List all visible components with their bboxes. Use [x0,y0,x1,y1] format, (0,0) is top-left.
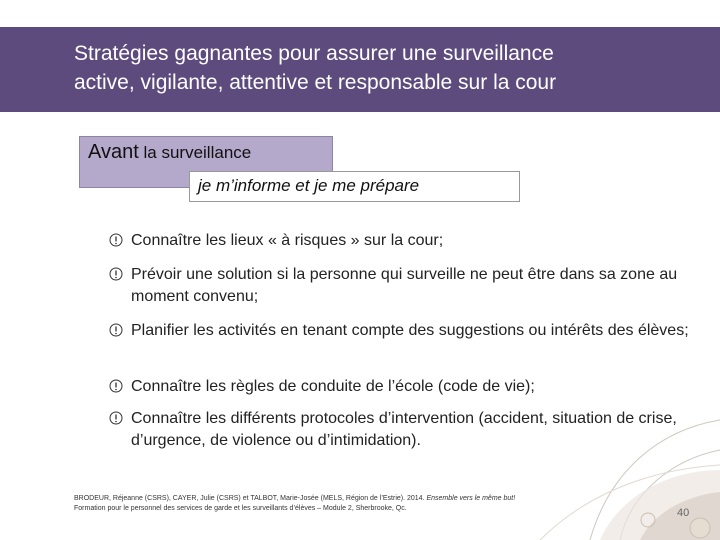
circled-exclamation-icon [109,233,123,247]
section-label-rest: la surveillance [138,143,252,162]
bullet-text: Connaître les règles de conduite de l’école (code de vie); [131,378,535,395]
circled-exclamation-icon [109,411,123,425]
circled-exclamation-icon [109,323,123,337]
title-line-2: active, vigilante, attentive et responsable sur la cour [74,71,557,94]
section-subtitle: je m’informe et je me prépare [198,176,420,195]
page-number: 40 [677,507,690,519]
citation [74,494,574,514]
circled-exclamation-icon [109,267,123,281]
bullet-text: Connaître les lieux « à risques » sur la cour; [131,232,444,249]
bullet-text: Planifier les activités en tenant compte des suggestions ou intérêts des élèves; [131,322,689,339]
title-line-1: Stratégies gagnantes pour assurer une surveillance [74,42,554,65]
citation-part-2: Formation pour le personnel des services de garde et les surveillants d’élèves – Module 2, Sherbrooke, Qc. [74,505,407,512]
bullet-text: Prévoir une solution si la personne qui surveille ne peut être dans sa zone au moment convenu; [131,266,678,305]
citation-part-1: BRODEUR, Réjeanne (CSRS), CAYER, Julie (CSRS) et TALBOT, Marie-Josée (MELS, Région de l’Estrie). 2014. [74,495,425,502]
bullet-text: Connaître les différents protocoles d’intervention (accident, situation de crise, d’urgence, de violence ou d’intimidation). [131,410,677,449]
citation-italic: Ensemble vers le même but! [426,495,516,502]
section-label-big: Avant [88,141,139,163]
circled-exclamation-icon [109,379,123,393]
slide-title [74,39,714,97]
section-label [88,141,251,164]
